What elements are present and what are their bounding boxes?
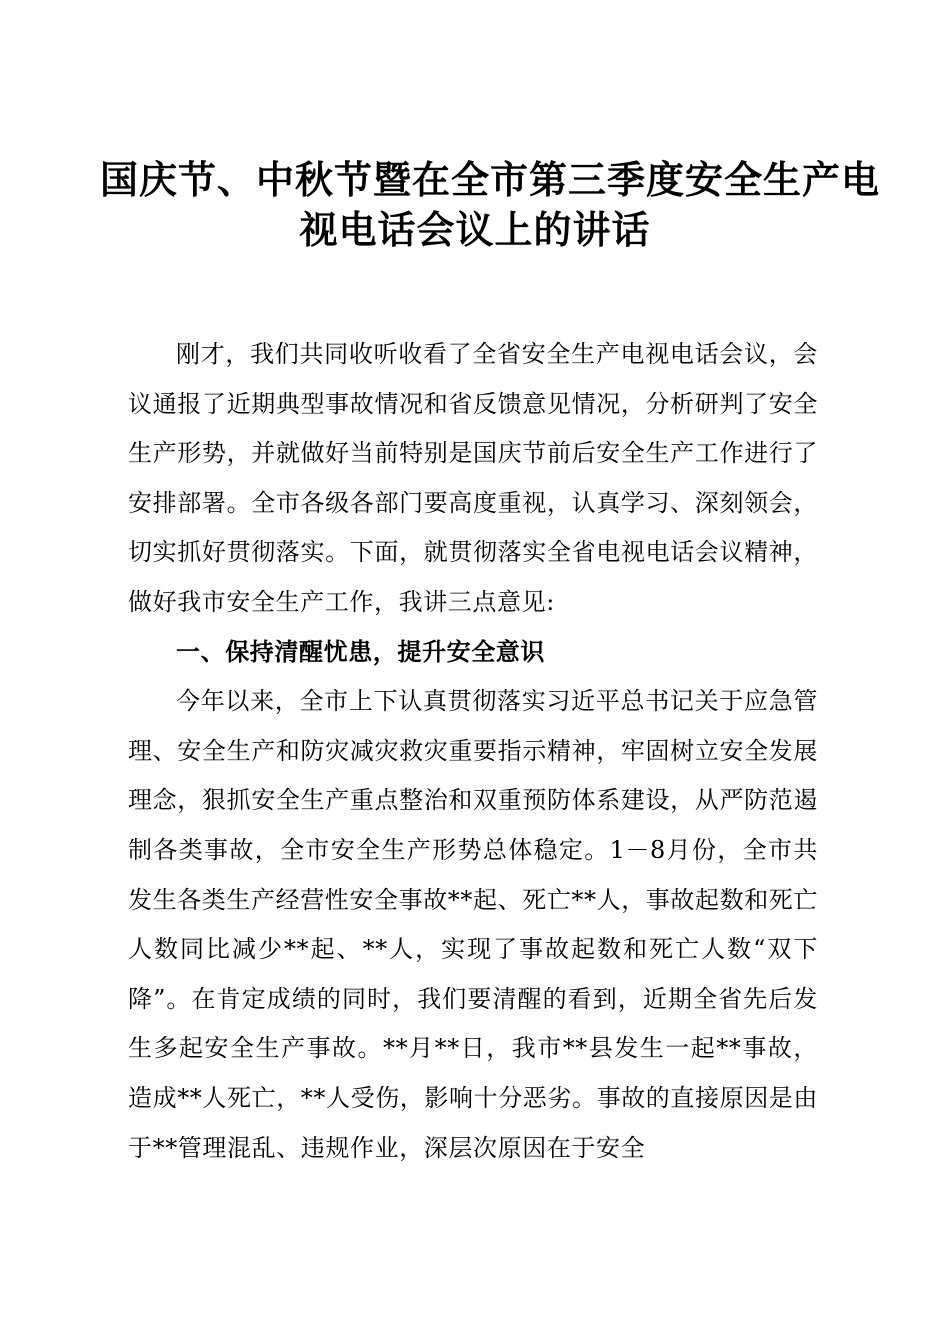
document-title (100, 155, 881, 255)
title-line-1: 国庆节、中秋节暨在全市第三季度安全生产电 (100, 157, 881, 202)
intro-paragraph: 刚才，我们共同收听收看了全省安全生产电视电话会议，会议通报了近期典型事故情况和省反馈意见情况，分析研判了安全生产形势，并就做好当前特别是国庆节前后安全生产工作进行了安排部署。全市各级各部门要高度重视，认真学习、深刻领会，切实抓好贯彻落实。下面，就贯彻落实全省电视电话会议精神，做好我市安全生产工作，我讲三点意见: (128, 340, 818, 616)
title-line-2: 视电话会议上的讲话 (299, 207, 651, 252)
document-body (128, 330, 818, 1173)
body-paragraph: 今年以来，全市上下认真贯彻落实习近平总书记关于应急管理、安全生产和防灾减灾救灾重要指示精神，牢固树立安全发展理念，狠抓安全生产重点整治和双重预防体系建设，从严防范遏制各类事故，全市安全生产形势总体稳定。1－8月份，全市共发生各类生产经营性安全事故**起、死亡**人，事故起数和死亡人数同比减少**起、**人，实现了事故起数和死亡人数“双下降”。在肯定成绩的同时，我们要清醒的看到，近期全省先后发生多起安全生产事故。**月**日，我市**县发生一起**事故，造成**人死亡，**人受伤，影响十分恶劣。事故的直接原因是由于**管理混乱、违规作业，深层次原因在于安全 (128, 687, 818, 1162)
section-heading-1: 一、保持清醒忧患，提升安全意识 (176, 637, 545, 666)
